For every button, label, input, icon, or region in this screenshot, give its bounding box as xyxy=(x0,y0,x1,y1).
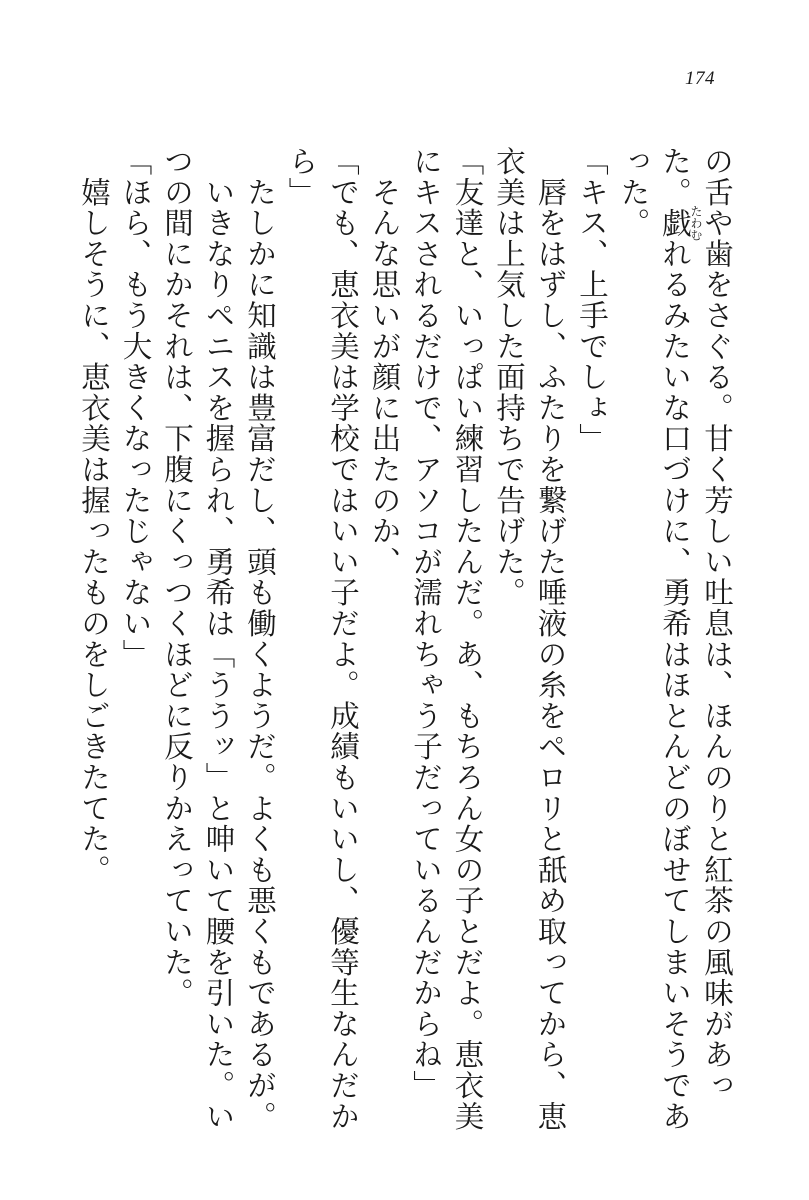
paragraph-6: 「でも、恵衣美は学校ではいい子だよ。成績もいいし、優等生なんだから」 xyxy=(284,146,360,1132)
paragraph-2: 「キス、上手でしょ」 xyxy=(575,146,609,454)
ruby-base: 戯 xyxy=(658,205,692,242)
body-text xyxy=(57,146,737,1146)
paragraph-3: 唇をはずし、ふたりを繋げた唾液の糸をペロリと舐め取ってから、恵衣美は上気した面持ちで告げた。 xyxy=(492,146,568,1132)
ruby-word xyxy=(658,205,703,242)
paragraph-4: 「友達と、いっぱい練習したんだ。あ、もちろん女の子とだよ。恵衣美にキスされるだけで、アソコが濡れちゃう子だっているんだからね」 xyxy=(409,146,485,1132)
paragraph-1-after: れるみたいな口づけに、勇希はほとんどのぼせてしまいそうであった。 xyxy=(616,146,692,1132)
ruby-reading: たわむ xyxy=(689,205,703,242)
paragraph-7: たしかに知識は豊富だし、頭も働くようだ。よくも悪くもであるが。 xyxy=(243,146,277,1132)
paragraph-5: そんな思いが顔に出たのか、 xyxy=(367,146,402,578)
paragraph-9: 「ほら、もう大きくなったじゃない」 xyxy=(118,146,153,670)
page-number: 174 xyxy=(685,68,715,89)
paragraph-1-before: の舌や歯をさぐる。甘く芳しい吐息は、ほんのりと紅茶の風味があった。 xyxy=(658,146,734,1101)
paragraph-1 xyxy=(612,146,737,1146)
paragraph-10: 嬉しそうに、恵衣美は握ったものをしごきたてた。 xyxy=(77,146,111,886)
paragraph-8: いきなりペニスを握られ、勇希は「ううッ」と呻いて腰を引いた。いつの間にかそれは、下腹にくっつくほどに反りかえっていた。 xyxy=(160,146,236,1132)
